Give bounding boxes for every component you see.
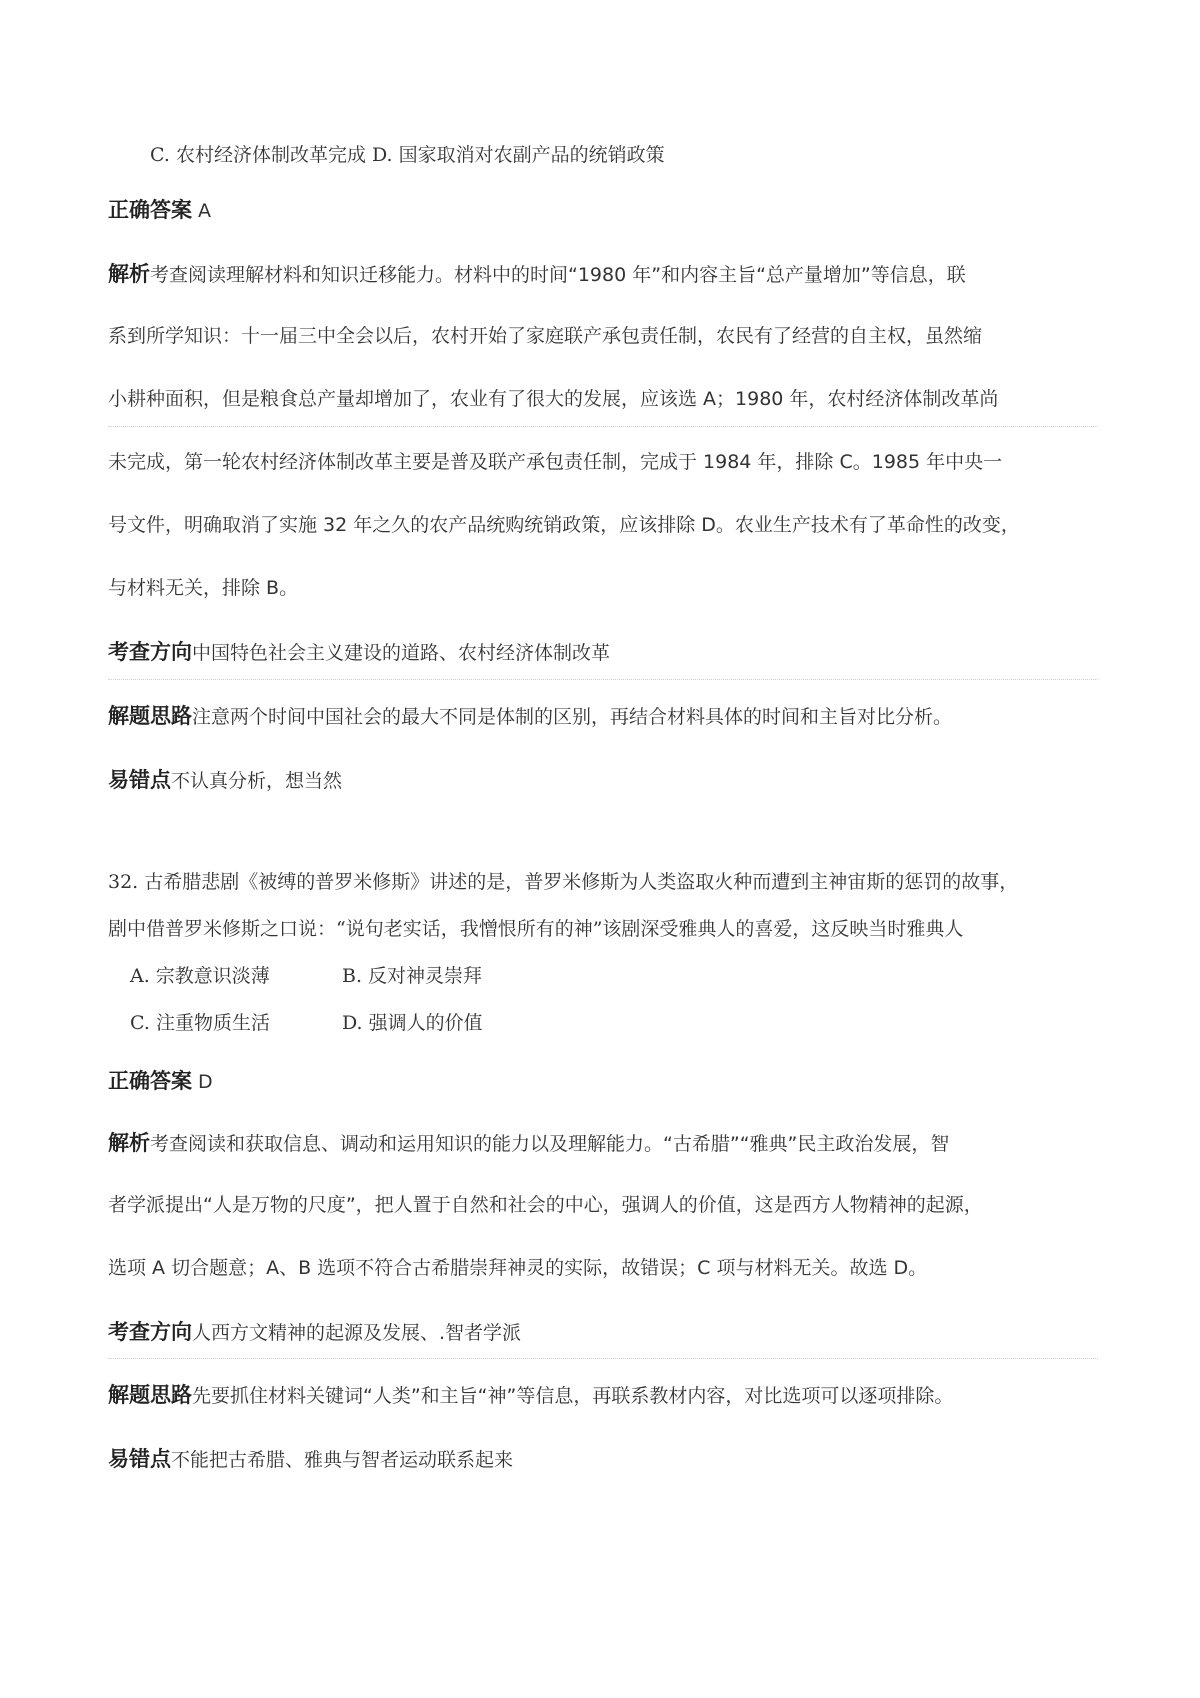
q32-answer bbox=[108, 1065, 213, 1095]
q32-option-a: A. 宗教意识淡薄 bbox=[130, 965, 270, 987]
q31-options-cd: C. 农村经济体制改革完成 D. 国家取消对农副产品的统销政策 bbox=[150, 144, 665, 166]
q32-stem-line-1: 32. 古希腊悲剧《被缚的普罗米修斯》讲述的是，普罗米修斯为人类盗取火种而遭到主神宙斯的惩罚的故事， bbox=[108, 871, 1019, 893]
analysis-text: 考查阅读理解材料和知识迁移能力。材料中的时间“1980 年”和内容主旨“总产量增加”等信息，联 bbox=[150, 264, 966, 286]
q32-mistake bbox=[108, 1443, 513, 1473]
q32-stem-line-2: 剧中借普罗米修斯之口说：“说句老实话，我憎恨所有的神”该剧深受雅典人的喜爱，这反映当时雅典人 bbox=[108, 918, 964, 940]
approach-value: 先要抓住材料关键词“人类”和主旨“神”等信息，再联系教材内容，对比选项可以逐项排除。 bbox=[192, 1385, 954, 1407]
approach-label: 解题思路 bbox=[108, 704, 192, 728]
dotted-divider bbox=[108, 426, 1098, 427]
analysis-text: 考查阅读和获取信息、调动和运用知识的能力以及理解能力。“古希腊”“雅典”民主政治发展，智 bbox=[150, 1133, 950, 1155]
q32-option-d: D. 强调人的价值 bbox=[342, 1012, 483, 1034]
q32-approach bbox=[108, 1379, 953, 1409]
analysis-label: 解析 bbox=[108, 1131, 150, 1155]
dotted-divider bbox=[108, 679, 1098, 680]
mistake-value: 不能把古希腊、雅典与智者运动联系起来 bbox=[171, 1449, 514, 1471]
answer-value: A bbox=[192, 200, 212, 222]
q32-analysis-line-2: 者学派提出“人是万物的尺度”，把人置于自然和社会的中心，强调人的价值，这是西方人物精神的起源， bbox=[108, 1194, 983, 1216]
dotted-divider bbox=[108, 1358, 1098, 1359]
q31-analysis-line-3: 小耕种面积，但是粮食总产量却增加了，农业有了很大的发展，应该选 A；1980 年，农村经济体制改革尚 bbox=[108, 388, 999, 410]
approach-value: 注意两个时间中国社会的最大不同是体制的区别，再结合材料具体的时间和主旨对比分析。 bbox=[192, 706, 953, 728]
mistake-label: 易错点 bbox=[108, 768, 171, 792]
direction-value: 人西方文精神的起源及发展、.智者学派 bbox=[192, 1322, 522, 1344]
q31-answer bbox=[108, 194, 211, 224]
q31-analysis-line-1 bbox=[108, 258, 966, 288]
q31-analysis-line-5: 号文件，明确取消了实施 32 年之久的农产品统购统销政策，应该排除 D。农业生产技术有了革命性的改变， bbox=[108, 514, 1020, 536]
q31-analysis-line-4: 未完成，第一轮农村经济体制改革主要是普及联产承包责任制，完成于 1984 年，排除 C。1985 年中央一 bbox=[108, 451, 1003, 473]
q31-analysis-line-6: 与材料无关，排除 B。 bbox=[108, 577, 299, 599]
q31-direction bbox=[108, 636, 610, 666]
q32-analysis-line-1 bbox=[108, 1127, 949, 1157]
q32-option-c: C. 注重物质生活 bbox=[130, 1012, 270, 1034]
q32-analysis-line-3: 选项 A 切合题意；A、B 选项不符合古希腊崇拜神灵的实际，故错误；C 项与材料无关。故选 D。 bbox=[108, 1257, 928, 1279]
mistake-value: 不认真分析，想当然 bbox=[171, 770, 343, 792]
analysis-label: 解析 bbox=[108, 262, 150, 286]
q32-direction bbox=[108, 1316, 521, 1346]
q31-approach bbox=[108, 700, 952, 730]
answer-value: D bbox=[192, 1071, 213, 1093]
q31-mistake bbox=[108, 764, 342, 794]
approach-label: 解题思路 bbox=[108, 1383, 192, 1407]
direction-label: 考查方向 bbox=[108, 1320, 192, 1344]
mistake-label: 易错点 bbox=[108, 1447, 171, 1471]
q31-analysis-line-2: 系到所学知识：十一届三中全会以后，农村开始了家庭联产承包责任制，农民有了经营的自主权，虽然缩 bbox=[108, 325, 983, 347]
direction-label: 考查方向 bbox=[108, 640, 192, 664]
direction-value: 中国特色社会主义建设的道路、农村经济体制改革 bbox=[192, 642, 611, 664]
answer-label: 正确答案 bbox=[108, 1069, 192, 1093]
answer-label: 正确答案 bbox=[108, 198, 192, 222]
q32-option-b: B. 反对神灵崇拜 bbox=[342, 965, 483, 987]
